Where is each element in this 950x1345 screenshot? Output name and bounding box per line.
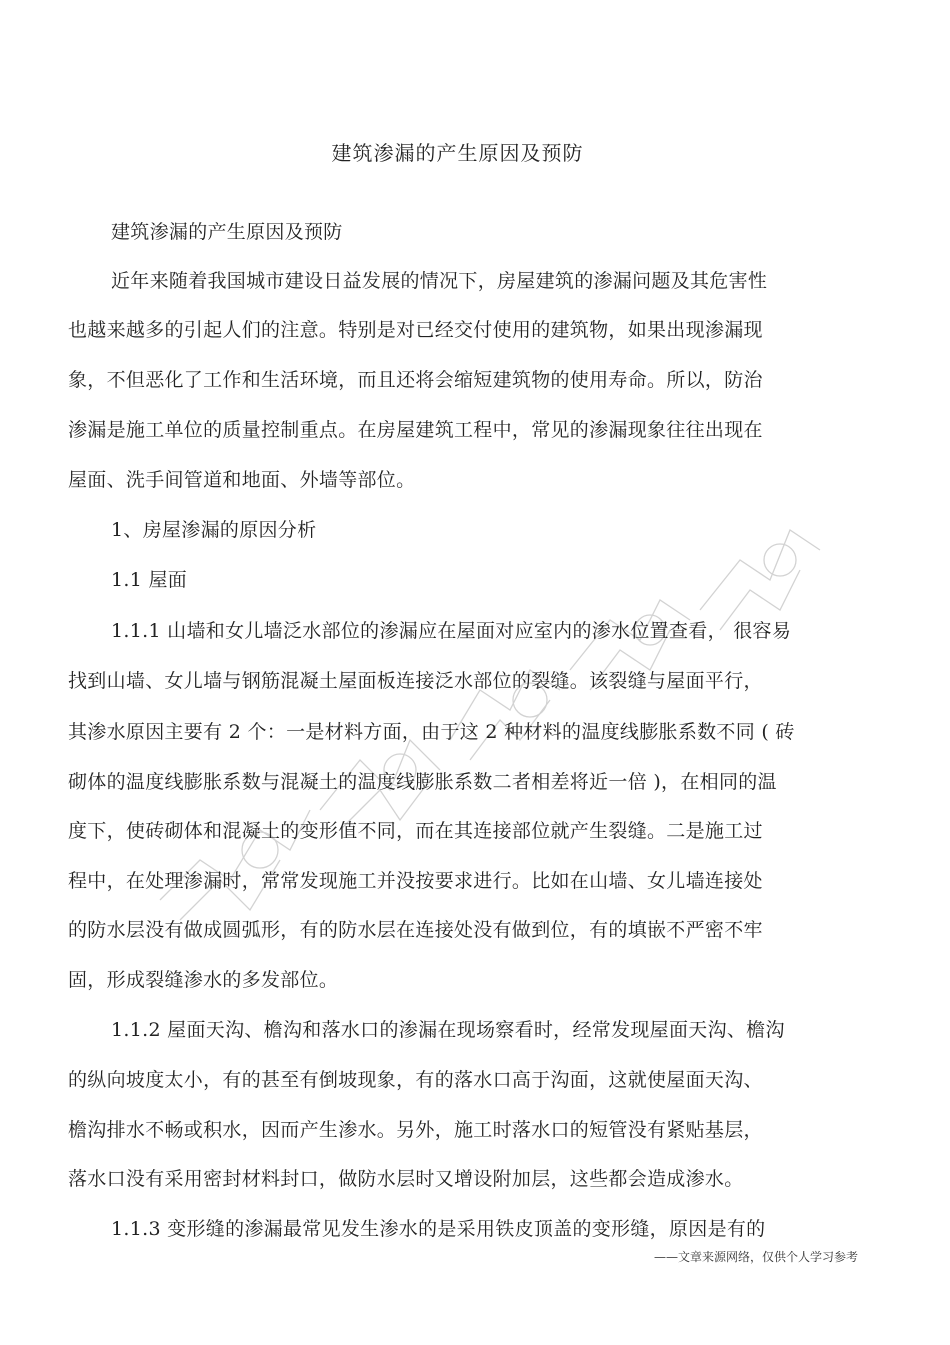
paragraph-line: 其渗水原因主要有 2 个：一是材料方面，由于这 2 种材料的温度线膨胀系数不同 ( 砖: [68, 721, 795, 743]
section-heading: 1.1 屋面: [111, 569, 188, 591]
paragraph-line: 1.1.2 屋面天沟、檐沟和落水口的渗漏在现场察看时，经常发现屋面天沟、檐沟: [111, 1019, 785, 1041]
paragraph-line: 近年来随着我国城市建设日益发展的情况下，房屋建筑的渗漏问题及其危害性: [111, 270, 768, 292]
paragraph-line: 建筑渗漏的产生原因及预防: [111, 221, 343, 243]
paragraph-line: 度下，使砖砌体和混凝土的变形值不同，而在其连接部位就产生裂缝。二是施工过: [68, 820, 763, 842]
section-heading: 1、房屋渗漏的原因分析: [111, 519, 317, 541]
paragraph-line: 渗漏是施工单位的质量控制重点。在房屋建筑工程中，常见的渗漏现象往往出现在: [68, 419, 763, 441]
paragraph-line: 也越来越多的引起人们的注意。特别是对已经交付使用的建筑物，如果出现渗漏现: [68, 319, 763, 341]
paragraph-line: 找到山墙、女儿墙与钢筋混凝土屋面板连接泛水部位的裂缝。该裂缝与屋面平行，: [68, 670, 763, 692]
paragraph-line: 屋面、洗手间管道和地面、外墙等部位。: [68, 469, 416, 491]
paragraph-line: 固，形成裂缝渗水的多发部位。: [68, 969, 339, 991]
paragraph-line: 的纵向坡度太小，有的甚至有倒坡现象，有的落水口高于沟面，这就使屋面天沟、: [68, 1069, 763, 1091]
paragraph-line: 的防水层没有做成圆弧形，有的防水层在连接处没有做到位，有的填嵌不严密不牢: [68, 919, 763, 941]
paragraph-line: 檐沟排水不畅或积水，因而产生渗水。另外，施工时落水口的短管没有紧贴基层，: [68, 1119, 763, 1141]
paragraph-line: 1.1.1 山墙和女儿墙泛水部位的渗漏应在屋面对应室内的渗水位置查看， 很容易: [111, 620, 792, 642]
document-title: 建筑渗漏的产生原因及预防: [331, 141, 584, 165]
paragraph-line: 落水口没有采用密封材料封口，做防水层时又增设附加层，这些都会造成渗水。: [68, 1168, 744, 1190]
paragraph-line: 砌体的温度线膨胀系数与混凝土的温度线膨胀系数二者相差将近一倍 )，在相同的温: [68, 771, 777, 793]
watermark-icon: [140, 380, 840, 940]
paragraph-line: 1.1.3 变形缝的渗漏最常见发生渗水的是采用铁皮顶盖的变形缝，原因是有的: [111, 1218, 766, 1240]
paragraph-line: 程中，在处理渗漏时，常常发现施工并没按要求进行。比如在山墙、女儿墙连接处: [68, 870, 763, 892]
paragraph-line: 象，不但恶化了工作和生活环境，而且还将会缩短建筑物的使用寿命。所以，防治: [68, 369, 763, 391]
page-footer: ——文章来源网络，仅供个人学习参考: [653, 1250, 858, 1264]
